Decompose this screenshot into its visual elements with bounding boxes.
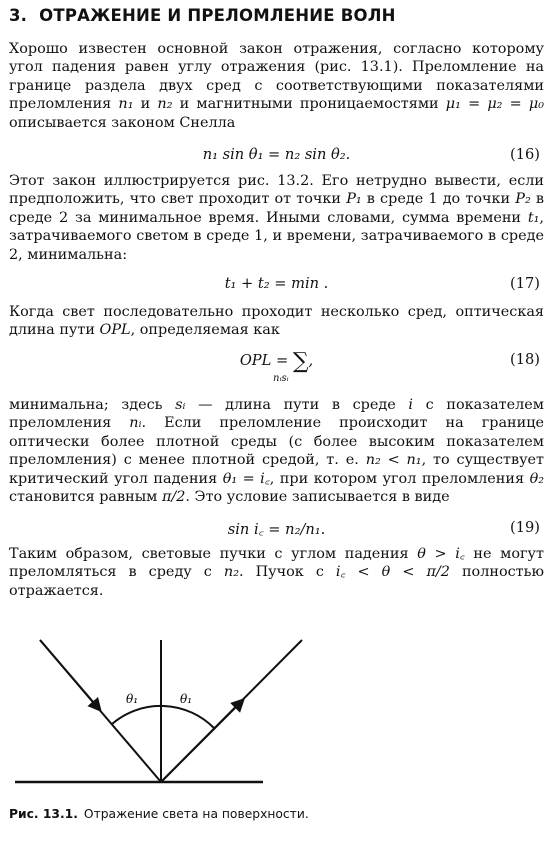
equation-left: OPL =: [239, 352, 293, 369]
text-run: с показателем преломления: [9, 397, 544, 432]
paragraph-snell-derivation: [9, 172, 544, 264]
text-run: становится равным: [9, 489, 162, 506]
angle-arc: [112, 706, 214, 728]
math-si: sᵢ: [175, 397, 186, 413]
caption-text: Отражение света на поверхности.: [83, 807, 309, 821]
text-run: . Пучок с: [238, 564, 336, 581]
math-n2: n₂: [157, 96, 173, 113]
equation-number: (16): [510, 146, 540, 163]
equation-expression: sin i꜀ = n₂/n₁.: [227, 521, 326, 538]
incident-ray-arrow: [40, 640, 100, 710]
paragraph-reflection-law: [9, 40, 544, 132]
math-p1: P₁: [346, 191, 362, 208]
paragraph-total-reflection: [9, 545, 544, 600]
text-run: полностью отражается.: [9, 564, 544, 599]
text-run: и: [133, 96, 158, 113]
text-run: не могут преломляться в среду с: [9, 546, 544, 581]
text-run: , определяемая как: [130, 322, 280, 339]
text-run: минимальна; здесь: [9, 397, 176, 413]
paragraph-opl: [9, 303, 544, 340]
text-run: описывается законом Снелла: [9, 114, 236, 131]
equation-17: [9, 275, 544, 297]
text-run: , то существует критический угол падения: [9, 452, 545, 487]
caption-label: Рис. 13.1.: [9, 807, 78, 821]
math-n2: n₂: [223, 564, 239, 581]
text-run: — длина пути в среде: [185, 397, 409, 413]
math-ic-lt-theta: i꜀ < θ < π/2: [335, 564, 450, 581]
equation-number: (18): [510, 351, 540, 368]
math-opl: OPL: [99, 322, 131, 339]
paragraph-critical-angle: [9, 396, 544, 506]
math-t1: t₁: [527, 209, 540, 226]
text-run: в среде 2 за минимальное время. Иными словами, сумма времени: [9, 191, 544, 226]
math-ni: nᵢ: [129, 415, 142, 432]
math-theta1-eq-ic: θ₁ = i꜀: [222, 470, 270, 487]
math-i: i: [408, 397, 414, 413]
sum-symbol: ∑: [292, 349, 309, 374]
equation-right: ,: [308, 352, 314, 369]
text-run: Когда свет последовательно проходит несколько сред, оптическая длина пути: [9, 304, 544, 339]
reflection-diagram: [0, 600, 556, 800]
equation-16: [9, 146, 544, 168]
text-run: . Если преломление происходит на границе оптически более плотной среды (с более высоким показателем преломления) с менее плотной средой, т. е.: [9, 415, 544, 469]
reflected-ray-arrow: [161, 700, 243, 782]
math-pi-half: π/2: [161, 489, 186, 506]
angle-label-right: θ₁: [180, 692, 193, 706]
text-run: Таким образом, световые пучки с углом падения: [9, 546, 418, 562]
text-run: и магнитными проницаемостями: [172, 96, 446, 113]
text-run: , при котором угол преломления: [269, 470, 530, 487]
math-n1: n₁: [118, 96, 134, 113]
angle-label-left: θ₁: [126, 692, 139, 706]
section-number: 3.: [9, 6, 28, 25]
text-run: Хорошо известен основной закон отражения, согласно которому угол падения равен углу отражения (рис. 13.1). Преломление на границе раздела двух сред с соответствующими показателями преломления: [9, 41, 544, 113]
equation-number: (19): [510, 519, 540, 536]
math-theta-gt-ic: θ > i꜀: [417, 546, 465, 562]
text-run: . Это условие записывается в виде: [185, 489, 450, 506]
sum-subscript: nᵢsᵢ: [273, 373, 289, 384]
math-p2: P₂: [515, 191, 531, 208]
equation-number: (17): [510, 275, 540, 292]
math-mu: μ₁ = μ₂ = μ₀: [445, 96, 544, 113]
text-run: в среде 1 до точки: [361, 191, 516, 208]
math-n2-lt-n1: n₂ < n₁: [365, 452, 422, 469]
section-title: ОТРАЖЕНИЕ И ПРЕЛОМЛЕНИЕ ВОЛН: [39, 6, 396, 25]
figure-caption: [9, 807, 309, 821]
equation-18: [9, 349, 544, 389]
equation-expression: [9, 349, 544, 374]
equation-expression: t₁ + t₂ = min .: [224, 275, 329, 292]
section-heading: [9, 6, 396, 25]
text-run: Этот закон иллюстрируется рис. 13.2. Его нетрудно вывести, если предположить, что свет проходит от точки: [9, 173, 544, 208]
equation-expression: n₁ sin θ₁ = n₂ sin θ₂.: [202, 146, 351, 163]
text-run: , затрачиваемого светом в среде 1, и времени, затрачиваемого в среде 2, минимальна:: [9, 209, 544, 263]
math-theta2: θ₂: [529, 470, 544, 487]
equation-19: [9, 519, 544, 541]
